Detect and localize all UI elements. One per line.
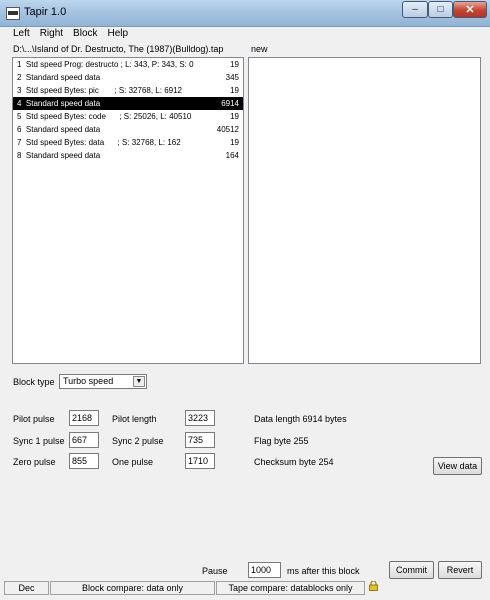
one-pulse-input[interactable]: 1710 <box>185 453 215 469</box>
pilot-pulse-label: Pilot pulse <box>13 414 55 424</box>
left-block-list[interactable] <box>12 57 244 364</box>
list-item-value: 40512 <box>216 125 239 134</box>
status-mode: Dec <box>4 581 49 595</box>
list-item[interactable] <box>13 84 243 97</box>
pilot-length-input[interactable]: 3223 <box>185 410 215 426</box>
list-item-value: 6914 <box>221 99 239 108</box>
menu-left[interactable]: Left <box>13 28 30 39</box>
list-item-label: 8 Standard speed data <box>17 151 101 160</box>
checksum-byte-text: Checksum byte 254 <box>254 457 334 467</box>
list-item-value: 19 <box>230 138 239 147</box>
list-item-value: 19 <box>230 86 239 95</box>
one-pulse-label: One pulse <box>112 457 154 467</box>
list-item-value: 164 <box>225 151 239 160</box>
flag-byte-text: Flag byte 255 <box>254 436 309 446</box>
lock-icon <box>369 581 378 591</box>
list-item-label: 7 Std speed Bytes: data ; S: 32768, L: 162 <box>17 138 181 147</box>
pause-suffix-label: ms after this block <box>287 566 360 576</box>
list-item[interactable] <box>13 97 243 110</box>
menu-bar <box>8 28 133 42</box>
dropdown-arrow-icon[interactable]: ▼ <box>133 376 145 387</box>
status-bar <box>0 578 490 600</box>
left-file-path: D:\...\Island of Dr. Destructo, The (1987)(Bulldog).tap <box>13 44 224 54</box>
list-item[interactable] <box>13 149 243 162</box>
menu-right[interactable]: Right <box>39 28 64 39</box>
menu-help[interactable]: Help <box>107 28 129 39</box>
pause-label: Pause <box>202 566 228 576</box>
minimize-button[interactable]: – <box>402 1 428 18</box>
status-tape-compare: Tape compare: datablocks only <box>216 581 365 595</box>
status-block-compare: Block compare: data only <box>50 581 215 595</box>
commit-button[interactable]: Commit <box>389 561 434 579</box>
list-item-value: 19 <box>230 60 239 69</box>
sync1-pulse-label: Sync 1 pulse <box>13 436 65 446</box>
data-length-text: Data length 6914 bytes <box>254 414 347 424</box>
list-item[interactable] <box>13 136 243 149</box>
zero-pulse-input[interactable]: 855 <box>69 453 99 469</box>
block-type-select[interactable] <box>59 374 147 389</box>
pilot-pulse-input[interactable]: 2168 <box>69 410 99 426</box>
list-item-value: 19 <box>230 112 239 121</box>
list-item-value: 345 <box>225 73 239 82</box>
title-bar[interactable] <box>0 0 490 27</box>
sync1-pulse-input[interactable]: 667 <box>69 432 99 448</box>
close-button[interactable]: ✕ <box>453 1 487 18</box>
list-item-label: 1 Std speed Prog: destructo ; L: 343, P: 343, S: 0 <box>17 60 194 69</box>
block-type-label: Block type <box>13 377 55 387</box>
block-type-value: Turbo speed <box>63 376 114 386</box>
pilot-length-label: Pilot length <box>112 414 157 424</box>
list-item[interactable] <box>13 123 243 136</box>
list-item[interactable] <box>13 58 243 71</box>
list-item-label: 5 Std speed Bytes: code ; S: 25026, L: 40510 <box>17 112 192 121</box>
list-item-label: 2 Standard speed data <box>17 73 101 82</box>
app-icon <box>6 7 20 20</box>
list-item[interactable] <box>13 110 243 123</box>
list-item-label: 6 Standard speed data <box>17 125 101 134</box>
menu-block[interactable]: Block <box>73 28 98 39</box>
pause-input[interactable]: 1000 <box>248 562 281 578</box>
right-file-path: new <box>251 44 268 54</box>
right-block-list[interactable] <box>248 57 481 364</box>
list-item-label: 4 Standard speed data <box>17 99 101 108</box>
maximize-button[interactable]: □ <box>428 1 453 18</box>
sync2-pulse-input[interactable]: 735 <box>185 432 215 448</box>
list-item[interactable] <box>13 71 243 84</box>
revert-button[interactable]: Revert <box>438 561 482 579</box>
view-data-button[interactable]: View data <box>433 457 482 475</box>
window-title: Tapir 1.0 <box>24 6 67 18</box>
sync2-pulse-label: Sync 2 pulse <box>112 436 164 446</box>
list-item-label: 3 Std speed Bytes: pic ; S: 32768, L: 6912 <box>17 86 182 95</box>
zero-pulse-label: Zero pulse <box>13 457 56 467</box>
